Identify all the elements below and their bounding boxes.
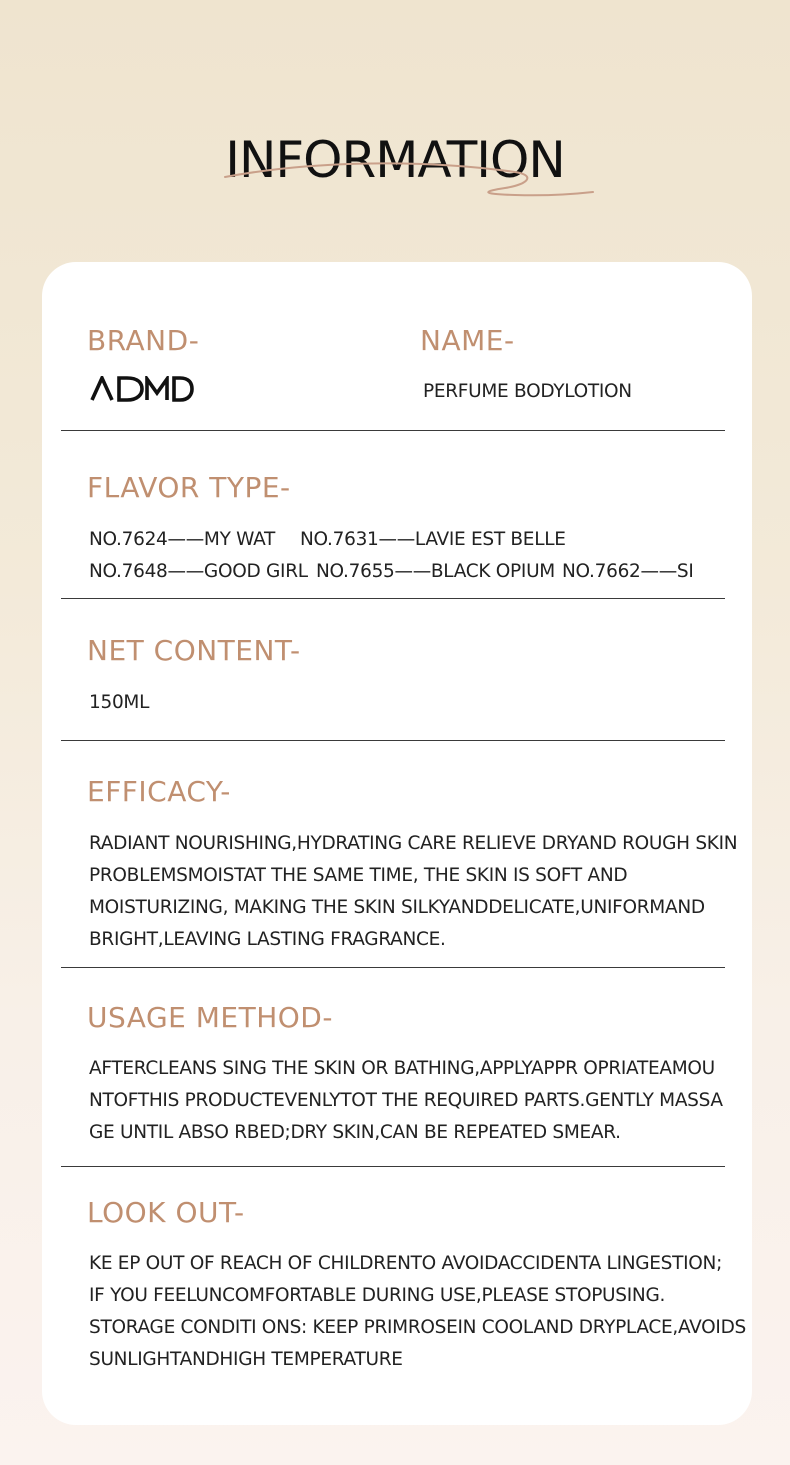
divider bbox=[61, 598, 725, 599]
flavor-7655: NO.7655——BLACK OPIUM bbox=[316, 561, 555, 582]
flavor-7631: NO.7631——LAVIE EST BELLE bbox=[300, 529, 566, 550]
info-card bbox=[42, 262, 752, 1425]
usage-line: NTOFTHIS PRODUCTEVENLYTOT THE REQUIRED PARTS.GENTLY MASSA bbox=[89, 1090, 723, 1111]
brand-label: BRAND- bbox=[87, 324, 200, 357]
look-out-label: LOOK OUT- bbox=[87, 1196, 245, 1229]
look-out-line: STORAGE CONDITI ONS: KEEP PRIMROSEIN COOLAND DRYPLACE,AVOIDS bbox=[89, 1317, 746, 1338]
admd-logo-icon bbox=[90, 376, 194, 402]
flavor-7662: NO.7662——SI bbox=[562, 561, 694, 582]
efficacy-label: EFFICACY- bbox=[87, 775, 231, 808]
flavor-type-label: FLAVOR TYPE- bbox=[87, 471, 291, 504]
divider bbox=[61, 740, 725, 741]
divider bbox=[61, 430, 725, 431]
usage-line: GE UNTIL ABSO RBED;DRY SKIN,CAN BE REPEATED SMEAR. bbox=[89, 1122, 621, 1143]
net-content-value: 150ML bbox=[89, 692, 150, 713]
name-value: PERFUME BODYLOTION bbox=[423, 381, 632, 402]
page-title: INFORMATION bbox=[225, 131, 565, 189]
flavor-7648: NO.7648——GOOD GIRL bbox=[89, 561, 308, 582]
divider bbox=[61, 967, 725, 968]
name-label: NAME- bbox=[420, 324, 515, 357]
usage-line: AFTERCLEANS SING THE SKIN OR BATHING,APPLYAPPR OPRIATEAMOU bbox=[89, 1058, 715, 1079]
usage-method-label: USAGE METHOD- bbox=[87, 1001, 333, 1034]
title-swoosh-decoration bbox=[215, 150, 605, 210]
look-out-line: SUNLIGHTANDHIGH TEMPERATURE bbox=[89, 1349, 403, 1370]
brand-logo bbox=[90, 376, 194, 409]
look-out-line: KE EP OUT OF REACH OF CHILDRENTO AVOIDACCIDENTA LINGESTION; bbox=[89, 1253, 723, 1274]
divider bbox=[61, 1166, 725, 1167]
efficacy-line: MOISTURIZING, MAKING THE SKIN SILKYANDDELICATE,UNIFORMAND bbox=[89, 897, 705, 918]
efficacy-line: RADIANT NOURISHING,HYDRATING CARE RELIEVE DRYAND ROUGH SKIN bbox=[89, 833, 738, 854]
flavor-7624: NO.7624——MY WAT bbox=[89, 529, 276, 550]
net-content-label: NET CONTENT- bbox=[87, 634, 301, 667]
look-out-line: IF YOU FEELUNCOMFORTABLE DURING USE,PLEASE STOPUSING. bbox=[89, 1285, 666, 1306]
efficacy-line: PROBLEMSMOISTAT THE SAME TIME, THE SKIN IS SOFT AND bbox=[89, 865, 628, 886]
efficacy-line: BRIGHT,LEAVING LASTING FRAGRANCE. bbox=[89, 929, 446, 950]
